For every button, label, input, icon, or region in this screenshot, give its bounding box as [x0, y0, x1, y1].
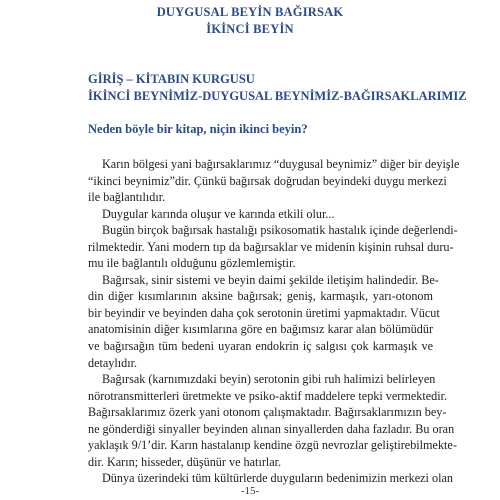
text-line: “ikinci beynimiz”dir. Çünkü bağırsak doğrudan beyindeki duygu merkezi — [88, 173, 447, 188]
text-line: ve bağırsağın tüm bedeni uyaran endokrin iç salgısı çok karmaşık ve — [88, 339, 433, 354]
text-line: mu ile bağlantılı olduğunu gözlemlemiştir. — [88, 256, 296, 271]
body-text — [88, 156, 460, 487]
text-line: ne gönderdiği sinyaller beyinden alınan sinyallerden daha fazladır. Bu oran — [88, 421, 455, 436]
text-line: nörotransmitterleri üretmekte ve psiko-aktif maddelere tepki vermektedir. — [88, 388, 448, 403]
text-line: rilmektedir. Yani modern tıp da bağırsaklar ve midenin kişinin ruhsal duru- — [88, 239, 454, 254]
text-line: Bağırsak (karnımızdaki beyin) serotonin gibi ruh halimizi belirleyen — [102, 372, 436, 387]
text-line: ile bağlantılıdır. — [88, 190, 166, 205]
section-heading: GİRİŞ – KİTABIN KURGUSU — [88, 72, 255, 86]
text-line: detaylıdır. — [88, 355, 138, 370]
text-line: Karın bölgesi yani bağırsaklarımız “duygusal beynimiz” diğer bir deyişle — [102, 157, 460, 171]
section-question-heading: Neden böyle bir kitap, niçin ikinci beyin? — [88, 122, 308, 136]
running-header-subtitle: İKİNCİ BEYİN — [206, 22, 294, 36]
text-line: anatomisinin diğer kısımlarına göre en bağımsız karar alan bölümüdür — [88, 322, 433, 337]
text-line: Duygular karında oluşur ve karında etkili olur... — [102, 206, 335, 221]
section-heading-secondary: İKİNCİ BEYNİMİZ-DUYGUSAL BEYNİMİZ-BAĞIRSAKLARIMIZ — [88, 89, 467, 103]
text-line: dir. Karın; hisseder, düşünür ve hatırlar. — [88, 454, 282, 469]
text-line: Bağırsaklarımız özerk yani otonom çalışmaktadır. Bağırsaklarımızın bey- — [88, 405, 447, 420]
page-number: -15- — [240, 485, 260, 497]
text-line: din diğer kısımlarının aksine bağırsak; geniş, karmaşık, yarı-otonom — [88, 289, 433, 304]
running-header-title: DUYGUSAL BEYİN BAĞIRSAK — [156, 5, 344, 19]
text-line: Bugün birçok bağırsak hastalığı psikosomatik hastalık içinde değerlendi- — [102, 223, 458, 238]
text-line: bir beyindir ve beyinden daha çok serotonin üretimi yapmaktadır. Vücut — [88, 305, 440, 320]
text-line: yaklaşık 9/1’dir. Karın hastalanıp kendine özgü nevrozlar geliştirebilmekte- — [88, 438, 457, 453]
text-line: Dünya üzerindeki tüm kültürlerde duyguların bedenimizin merkezi olan — [102, 471, 453, 486]
text-line: Bağırsak, sinir sistemi ve beyin daimi şekilde iletişim halindedir. Be- — [102, 272, 439, 287]
